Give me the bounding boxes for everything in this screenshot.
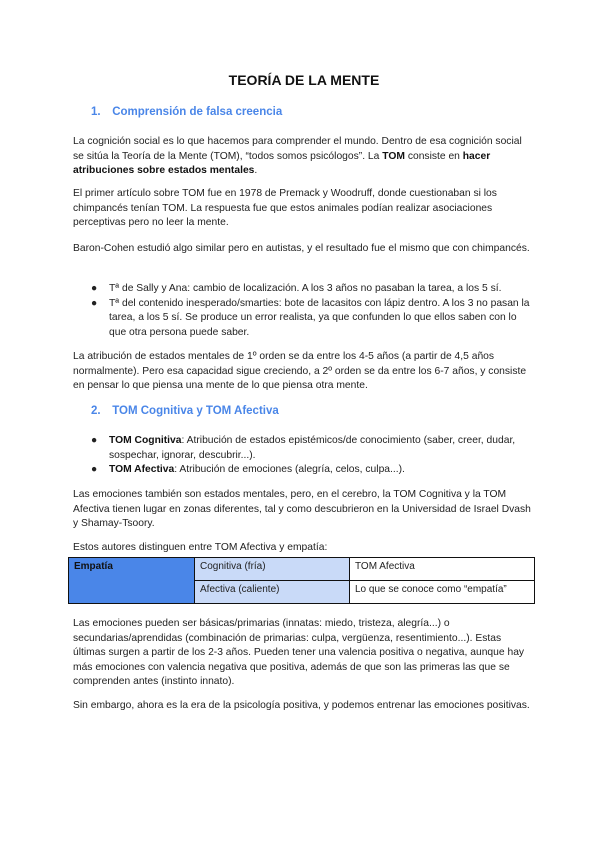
list-item-text: Tª de Sally y Ana: cambio de localización. A los 3 años no pasaban la tarea, a los 5 sí. [109,283,502,294]
section-heading-1 [91,106,282,118]
bullet-icon: ● [91,297,98,309]
text-run: . [254,165,258,176]
list-item-text: : Atribución de estados epistémicos/de conocimiento (saber, creer, dudar, sospechar, ignorar, descubrir...). [109,435,516,461]
list-item [73,434,535,463]
table-head-cell: Empatía [69,558,195,604]
text-run: La cognición social es lo que hacemos para comprender el mundo. Dentro de esa cognición social se sitúa la Teoría de la Mente (TOM), “todos somos psicólogos”. La [73,136,522,162]
list-item-text: : Atribución de emociones (alegría, celos, culpa...). [174,464,405,475]
table-cell: TOM Afectiva [350,558,535,581]
table-row [69,558,535,581]
paragraph-baron-cohen: Baron-Cohen estudió algo similar pero en autistas, y el resultado fue el mismo que con chimpancés. [73,243,530,254]
paragraph-autores: Estos autores distinguen entre TOM Afectiva y empatía: [73,542,328,553]
section-title: TOM Cognitiva y TOM Afectiva [112,405,279,417]
bullet-icon: ● [91,283,98,294]
list-item [73,282,535,297]
table-cell: Afectiva (caliente) [195,581,350,604]
page-title: TEORÍA DE LA MENTE [228,72,380,88]
list-item [73,463,535,478]
bold-text: TOM [382,150,405,162]
paragraph-cognicion-social [73,135,535,179]
table-cell: Cognitiva (fría) [195,558,350,581]
text-run: consiste en [404,150,463,162]
paragraph-emociones-cerebro: Las emociones también son estados mentales, pero, en el cerebro, la TOM Cognitiva y la TOM Afectiva tienen lugar en zonas diferentes, tal y como descubrieron en la Universidad de Israel Dvash y Shamay-Tsoory. [73,489,531,529]
empatia-table [68,557,535,604]
section-title: Comprensión de falsa creencia [112,106,283,118]
paragraph-emociones-tipos: Las emociones pueden ser básicas/primarias (innatas: miedo, tristeza, alegría...) o secundarias/aprendidas (combinación de primarias: culpa, vergüenza, resentimiento...). Estas últimas surgen a partir de los 2-3 años. Pueden tener una valencia positiva o negativa, aunque hay más emociones con valencia negativa que positiva, además de que son las primeras las que se comprenden antes (instinto innato). [73,618,525,687]
paragraph-psicologia-positiva: Sin embargo, ahora es la era de la psicología positiva, y podemos entrenar las emociones positivas. [73,700,530,711]
bullet-icon: ● [91,435,98,446]
section-heading-2 [91,405,279,417]
paragraph-atribucion: La atribución de estados mentales de 1º orden se da entre los 4-5 años (a partir de 4,5 años normalmente). Pero esa capacidad sigue creciendo, a 2º orden se da entre los 6-7 años, y consiste en pensar lo que piensa una mente de lo que piensa otra mente. [73,351,527,391]
section-number: 2. [91,405,101,417]
section-number: 1. [91,106,101,118]
list-item-text: Tª del contenido inesperado/smarties: bote de lacasitos con lápiz dentro. A los 3 no pasan la tarea, a los 5 sí. Se produce un error realista, ya que confunden lo que ellos saben con lo que otra persona puede saber. [109,297,530,338]
bullet-list-tareas [73,282,535,340]
paragraph-premack: El primer artículo sobre TOM fue en 1978 de Premack y Woodruff, donde cuestionaban si los chimpancés tenían TOM. La respuesta fue que estos animales podían realizar asociaciones perceptivas pero no leer la mente. [73,188,497,228]
bold-text: hacer atribuciones sobre estados mentales [73,150,491,176]
list-item [73,297,535,341]
bullet-list-tom [73,434,535,478]
bullet-icon: ● [91,464,98,475]
bold-term: TOM Cognitiva [109,435,182,446]
table-cell: Lo que se conoce como “empatía” [350,581,535,604]
bold-term: TOM Afectiva [109,464,175,475]
